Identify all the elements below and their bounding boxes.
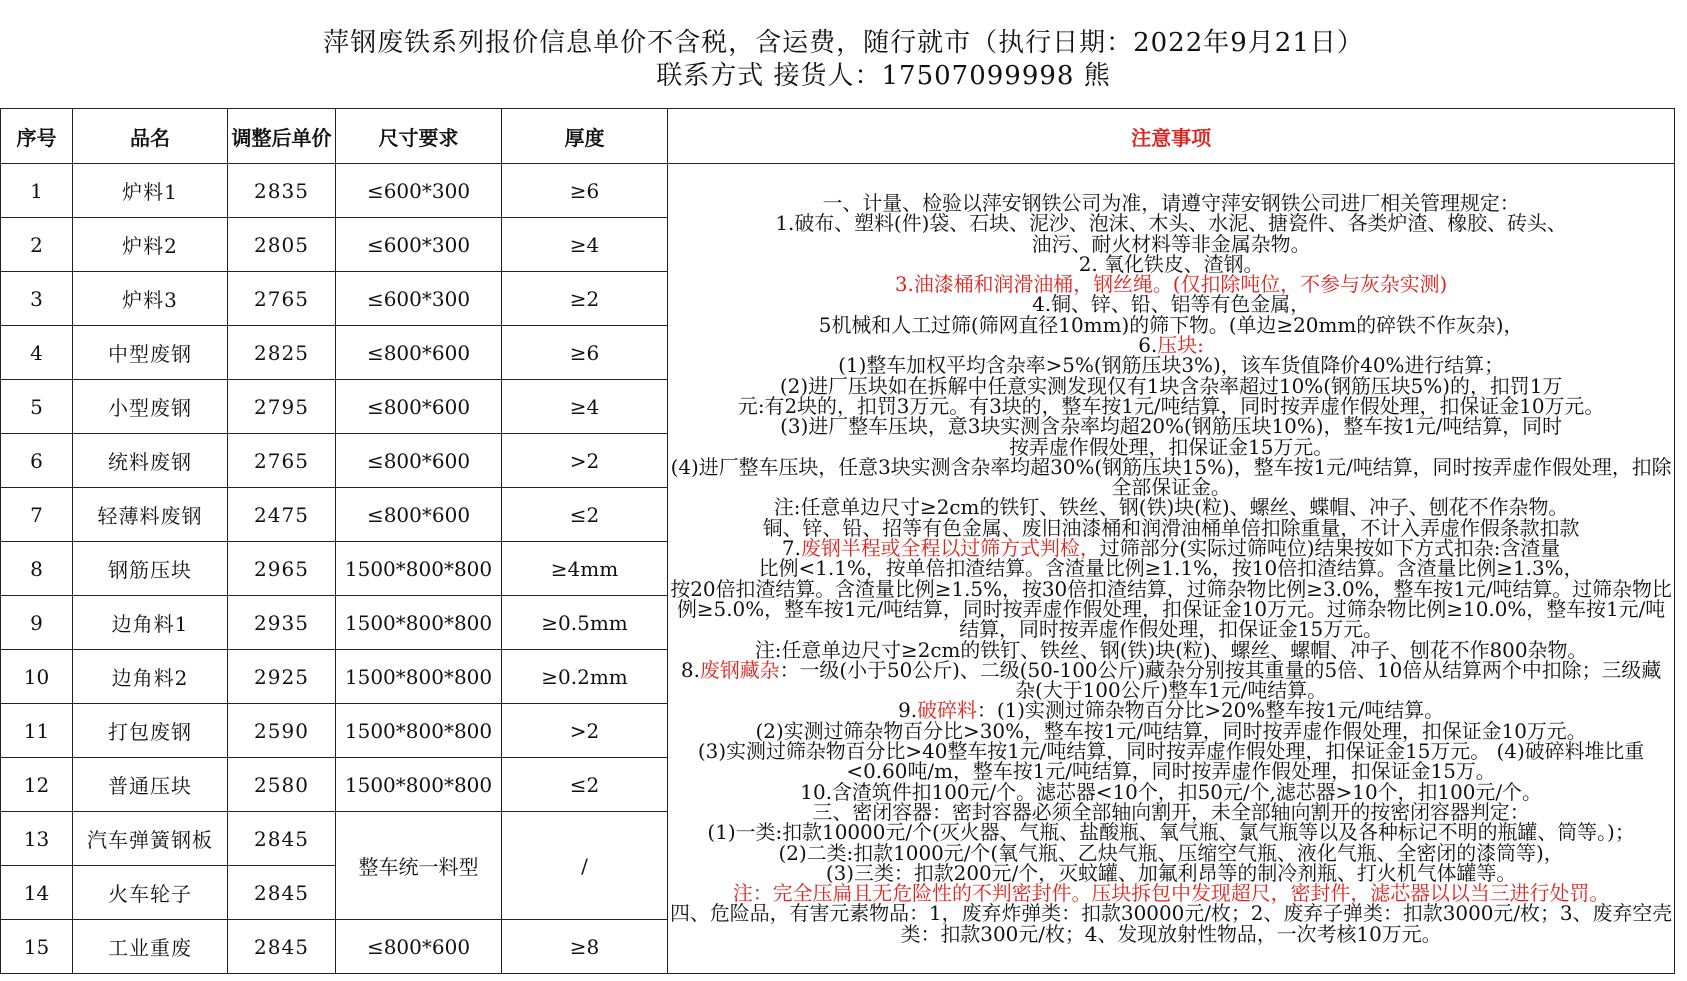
price-cell: 2845 bbox=[228, 866, 336, 920]
note-line: 杂(大于100公斤)整车1元/吨结算。 bbox=[1015, 678, 1328, 703]
seq-cell: 6 bbox=[1, 434, 73, 488]
size-cell: ≤800*600 bbox=[336, 326, 502, 380]
note-keyword: 压块: bbox=[1157, 333, 1204, 358]
column-header: 品名 bbox=[73, 109, 228, 164]
note-line-red: 注：完全压扁且无危险性的不判密封件。压块拆包中发现超尺，密封件，滤芯器以以当三进行处罚。 bbox=[732, 881, 1610, 906]
price-table bbox=[0, 108, 1675, 974]
note-keyword: 废钢半程或全程以过筛方式判检， bbox=[800, 536, 1100, 561]
name-cell: 汽车弹簧钢板 bbox=[73, 812, 228, 866]
name-cell: 轻薄料废钢 bbox=[73, 488, 228, 542]
note-line: 按弄虚作假处理，扣保证金15万元。 bbox=[1009, 434, 1334, 459]
seq-cell: 2 bbox=[1, 218, 73, 272]
seq-cell: 9 bbox=[1, 596, 73, 650]
thickness-cell: ≥4 bbox=[502, 380, 668, 434]
note-line: (3)三类：扣款200元/个，灭蚊罐、加氟利昂等的制冷剂瓶、打火机气体罐等。 bbox=[825, 860, 1517, 885]
note-line bbox=[670, 657, 1672, 682]
note-line: (2)进厂压块如在拆解中任意实测发现仅有1块含杂率超过10%(钢筋压块5%)的，扣罚1万 bbox=[779, 373, 1563, 398]
name-cell: 工业重废 bbox=[73, 920, 228, 974]
sheet-header bbox=[0, 0, 1687, 105]
price-cell: 2795 bbox=[228, 380, 336, 434]
thickness-cell: >2 bbox=[502, 434, 668, 488]
note-number: 6. bbox=[1138, 333, 1158, 358]
note-keyword: 破碎料 bbox=[917, 698, 977, 723]
note-number: 8. bbox=[680, 657, 700, 682]
note-line: 元:有2块的，扣罚3万元。有3块的，整车按1元/吨结算，同时按弄虚作假处理，扣保证金10万元。 bbox=[737, 393, 1605, 418]
price-cell: 2805 bbox=[228, 218, 336, 272]
note-line: 三、密闭容器：密封容器必须全部轴向割开，未全部轴向割开的按密闭容器判定： bbox=[812, 799, 1530, 824]
name-cell: 火车轮子 bbox=[73, 866, 228, 920]
size-cell: 1500*800*800 bbox=[336, 650, 502, 704]
note-rest: ：一级(小于50公斤)、二级(50-100公斤)藏杂分别按其重量的5倍、10倍从结算两个中扣除；三级藏 bbox=[779, 657, 1662, 682]
seq-cell: 10 bbox=[1, 650, 73, 704]
note-line: 比例<1.1%，按单倍扣渣结算。含渣量比例≥1.1%，按10倍扣渣结算。含渣量比例≥1.3%， bbox=[758, 556, 1584, 581]
name-cell: 小型废钢 bbox=[73, 380, 228, 434]
seq-cell: 8 bbox=[1, 542, 73, 596]
thickness-cell: ≥8 bbox=[502, 920, 668, 974]
seq-cell: 13 bbox=[1, 812, 73, 866]
note-line: 铜、锌、铅、招等有色金属、废旧油漆桶和润滑油桶单倍扣除重量，不计入弄虚作假条款扣款 bbox=[762, 515, 1580, 540]
thickness-cell: ≥4mm bbox=[502, 542, 668, 596]
size-cell: ≤600*300 bbox=[336, 272, 502, 326]
size-cell: 1500*800*800 bbox=[336, 542, 502, 596]
price-cell: 2965 bbox=[228, 542, 336, 596]
size-cell: ≤800*600 bbox=[336, 380, 502, 434]
seq-cell: 4 bbox=[1, 326, 73, 380]
table-row bbox=[1, 164, 1675, 218]
note-line bbox=[670, 698, 1672, 723]
note-line: 结算，同时按弄虚作假处理，扣保证金15万元。 bbox=[959, 617, 1383, 642]
thickness-cell: ≥4 bbox=[502, 218, 668, 272]
price-cell: 2475 bbox=[228, 488, 336, 542]
name-cell: 炉料2 bbox=[73, 218, 228, 272]
thickness-cell: ≥6 bbox=[502, 164, 668, 218]
note-line: 5机械和人工过筛(筛网直径10mm)的筛下物。(单边≥20mm的碎铁不作灰杂)， bbox=[818, 312, 1524, 337]
note-number: 9. bbox=[898, 698, 918, 723]
name-cell: 炉料1 bbox=[73, 164, 228, 218]
name-cell: 钢筋压块 bbox=[73, 542, 228, 596]
note-line: 2. 氧化铁皮、渣钢。 bbox=[1078, 251, 1264, 276]
note-rest: 过筛部分(实际过筛吨位)结果按如下方式扣杂:含渣量 bbox=[1099, 536, 1561, 561]
table-header-row bbox=[1, 109, 1675, 164]
notes-header: 注意事项 bbox=[668, 109, 1675, 164]
thickness-cell: ≥0.5mm bbox=[502, 596, 668, 650]
note-line: 注:任意单边尺寸≥2cm的铁钉、铁丝、钢(铁)块(粒)、螺丝、蝶帽、冲子、刨花不作杂物。 bbox=[773, 495, 1569, 520]
size-cell: 1500*800*800 bbox=[336, 704, 502, 758]
name-cell: 边角料2 bbox=[73, 650, 228, 704]
price-cell: 2935 bbox=[228, 596, 336, 650]
note-line: <0.60吨/m，整车按1元/吨结算，同时按弄虚作假处理，扣保证金15万。 bbox=[846, 759, 1496, 784]
name-cell: 统料废钢 bbox=[73, 434, 228, 488]
size-cell: ≤800*600 bbox=[336, 920, 502, 974]
note-line-red: 3.油漆桶和润滑油桶，钢丝绳。(仅扣除吨位，不参与灰杂实测) bbox=[894, 272, 1448, 297]
note-line bbox=[670, 333, 1672, 358]
seq-cell: 3 bbox=[1, 272, 73, 326]
column-header: 调整后单价 bbox=[228, 109, 336, 164]
price-cell: 2845 bbox=[228, 812, 336, 866]
note-line: (2)二类:扣款1000元/个(氧气瓶、乙炔气瓶、压缩空气瓶、液化气瓶、全密闭的漆筒等)， bbox=[778, 840, 1564, 865]
thickness-cell: ≤2 bbox=[502, 488, 668, 542]
note-line: 1.破布、塑料(件)袋、石块、泥沙、泡沫、木头、水泥、搪瓷件、各类炉渣、橡胶、砖头、 bbox=[775, 211, 1567, 236]
price-cell: 2925 bbox=[228, 650, 336, 704]
size-cell-merged: 整车统一料型 bbox=[336, 812, 502, 920]
sheet-title: 萍钢废铁系列报价信息单价不含税，含运费，随行就市（执行日期：2022年9月21日） bbox=[323, 28, 1364, 58]
note-line: 全部保证金。 bbox=[1111, 475, 1231, 500]
name-cell: 边角料1 bbox=[73, 596, 228, 650]
size-cell: 1500*800*800 bbox=[336, 758, 502, 812]
seq-cell: 15 bbox=[1, 920, 73, 974]
price-cell: 2580 bbox=[228, 758, 336, 812]
note-line: 10.含渣筑件扣100元/个。滤芯器<10个，扣50元/个,滤芯器>10个，扣100元/个。 bbox=[800, 779, 1542, 804]
price-cell: 2590 bbox=[228, 704, 336, 758]
column-header: 厚度 bbox=[502, 109, 668, 164]
note-line: 类：扣款300元/枚；4、发现放射性物品，一次考核10万元。 bbox=[900, 921, 1442, 946]
note-line: 注:任意单边尺寸≥2cm的铁钉、铁丝、钢(铁)块(粒)、螺丝、螺帽、冲子、刨花不作800杂物。 bbox=[754, 637, 1588, 662]
note-line: (3)实测过筛杂物百分比>40整车按1元/吨结算，同时按弄虚作假处理，扣保证金15万元。 (4)破碎料堆比重 bbox=[697, 739, 1645, 764]
note-line: 一、计量、检验以萍安钢铁公司为准，请遵守萍安钢铁公司进厂相关管理规定： bbox=[822, 191, 1520, 215]
name-cell: 打包废钢 bbox=[73, 704, 228, 758]
name-cell: 普通压块 bbox=[73, 758, 228, 812]
price-cell: 2835 bbox=[228, 164, 336, 218]
note-line bbox=[670, 536, 1672, 561]
note-line: 例≥5.0%，整车按1元/吨结算，同时按弄虚作假处理，扣保证金10万元。过筛杂物比例≥10.0%，整车按1元/吨 bbox=[676, 596, 1666, 621]
note-line: (4)进厂整车压块，任意3块实测含杂率均超30%(钢筋压块15%)，整车按1元/吨结算，同时按弄虚作假处理，扣除 bbox=[670, 454, 1672, 479]
thickness-cell: ≥2 bbox=[502, 272, 668, 326]
size-cell: ≤800*600 bbox=[336, 488, 502, 542]
seq-cell: 11 bbox=[1, 704, 73, 758]
notes-cell bbox=[668, 164, 1675, 974]
thickness-cell: >2 bbox=[502, 704, 668, 758]
column-header: 序号 bbox=[1, 109, 73, 164]
size-cell: ≤600*300 bbox=[336, 218, 502, 272]
price-cell: 2765 bbox=[228, 272, 336, 326]
note-line: (2)实测过筛杂物百分比>30%，整车按1元/吨结算，同时按弄虚作假处理，扣保证金10万元。 bbox=[755, 718, 1587, 743]
note-rest: ：(1)实测过筛杂物百分比>20%整车按1元/吨结算。 bbox=[976, 698, 1445, 723]
note-number: 7. bbox=[781, 536, 801, 561]
size-cell: ≤800*600 bbox=[336, 434, 502, 488]
column-header: 尺寸要求 bbox=[336, 109, 502, 164]
note-line: 4.铜、锌、铅、铝等有色金属， bbox=[1032, 292, 1311, 317]
thickness-cell: ≥0.2mm bbox=[502, 650, 668, 704]
price-cell: 2765 bbox=[228, 434, 336, 488]
note-line: 按20倍扣渣结算。含渣量比例≥1.5%，按30倍扣渣结算，过筛杂物比例≥3.0%，整车按1元/吨结算。过筛杂物比 bbox=[670, 576, 1672, 601]
size-cell: ≤600*300 bbox=[336, 164, 502, 218]
seq-cell: 14 bbox=[1, 866, 73, 920]
note-keyword: 废钢藏杂 bbox=[699, 657, 780, 682]
seq-cell: 5 bbox=[1, 380, 73, 434]
thickness-cell-merged: / bbox=[502, 812, 668, 920]
seq-cell: 7 bbox=[1, 488, 73, 542]
price-cell: 2845 bbox=[228, 920, 336, 974]
seq-cell: 12 bbox=[1, 758, 73, 812]
thickness-cell: ≥6 bbox=[502, 326, 668, 380]
price-cell: 2825 bbox=[228, 326, 336, 380]
note-line: (1)整车加权平均含杂率>5%(钢筋压块3%)，该车货值降价40%进行结算； bbox=[838, 353, 1505, 378]
note-line: 四、危险品，有害元素物品：1，废弃炸弹类：扣款30000元/枚；2、废弃子弹类：扣款3000元/枚；3、废弃空壳 bbox=[670, 901, 1673, 926]
note-line: (3)进厂整车压块，意3块实测含杂率均超20%(钢筋压块10%)，整车按1元/吨结算，同时 bbox=[780, 414, 1563, 439]
name-cell: 中型废钢 bbox=[73, 326, 228, 380]
contact-line: 联系方式 接货人：17507099998 熊 bbox=[656, 61, 1111, 91]
seq-cell: 1 bbox=[1, 164, 73, 218]
thickness-cell: ≤2 bbox=[502, 758, 668, 812]
size-cell: 1500*800*800 bbox=[336, 596, 502, 650]
note-line: 油污、耐火材料等非金属杂物。 bbox=[1031, 231, 1311, 256]
note-line: (1)一类:扣款10000元/个(灭火器、气瓶、盐酸瓶、氧气瓶、氯气瓶等以及各种标记不明的瓶罐、筒等。)； bbox=[707, 820, 1635, 845]
name-cell: 炉料3 bbox=[73, 272, 228, 326]
